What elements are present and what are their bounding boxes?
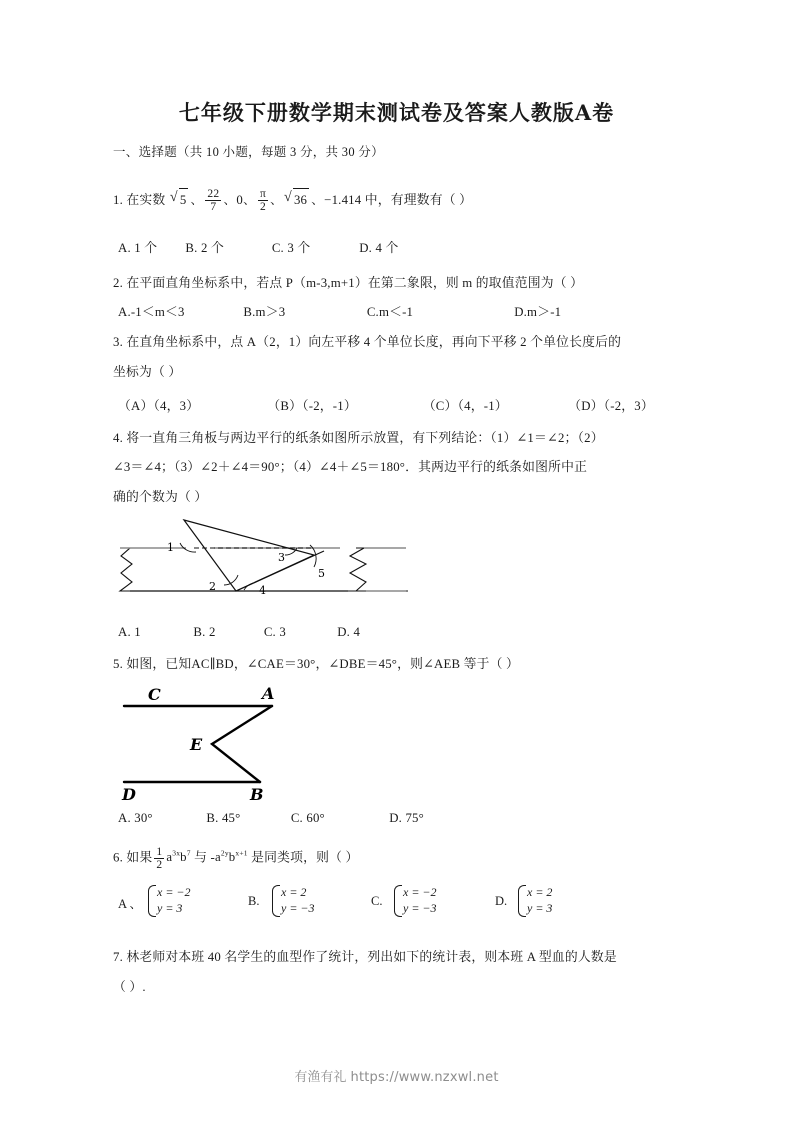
neg-1414: −1.414 <box>324 193 362 207</box>
sqrt-36: √ 36 <box>285 188 309 211</box>
question-7-stem-line1 <box>113 946 688 968</box>
q1-number: 1. <box>113 193 123 207</box>
question-3-options <box>118 395 654 414</box>
question-4-stem-line2 <box>113 456 688 478</box>
fraction-pi-2: $\frac{\pi}{2}$ <box>259 188 266 214</box>
figure-q5-svg <box>112 676 392 806</box>
q7-text-1: 林老师对本班 40 名学生的血型作了统计，列出如下的统计表，则本班 A 型血的人数是 <box>126 950 617 964</box>
angle-label-1: 1 <box>167 541 174 554</box>
system-d: x = 2 y = 3 <box>516 884 552 916</box>
fraction-22-7: $\frac{22}{7}$ <box>207 188 220 214</box>
q3-text-1: 在直角坐标系中，点 A（2，1）向左平移 4 个单位长度，再向下平移 2 个单位长度后的 <box>126 335 622 349</box>
system-b: x = 2 y = −3 <box>270 884 315 916</box>
q6-option-a[interactable] <box>146 884 191 916</box>
angle-label-2: 2 <box>209 580 216 593</box>
q6-option-b-label: B. <box>248 894 260 908</box>
footer-watermark <box>0 1066 793 1085</box>
q4-option-c[interactable]: C. 3 <box>263 625 286 639</box>
q3-text-2: 坐标为（ ） <box>113 365 182 379</box>
sep: 、 <box>269 193 283 207</box>
question-3-stem-line1 <box>113 331 688 353</box>
q6-option-d[interactable] <box>516 884 552 916</box>
q2-number: 2. <box>113 276 123 290</box>
question-4-stem-line3 <box>113 486 207 508</box>
q6-option-d-label: D. <box>495 894 508 908</box>
question-6-options <box>118 884 698 924</box>
q6-stem-post: 是同类项，则（ ） <box>251 850 359 865</box>
question-1-stem <box>113 188 472 213</box>
question-5-options <box>118 811 424 826</box>
sqrt-5: √ 5 <box>171 188 189 211</box>
q4-text-2: ∠3＝∠4；（3）∠2＋∠4＝90°；（4）∠4＋∠5＝180°．其两边平行的纸条如图所中正 <box>113 460 588 474</box>
q5-option-d[interactable]: D. 75° <box>389 811 424 825</box>
q6-term2: $a^{2y}b^{x+1}$ <box>214 849 248 865</box>
q5-option-b[interactable]: B. 45° <box>206 811 241 825</box>
question-5-stem <box>113 653 688 675</box>
angle-label-3: 3 <box>278 551 285 564</box>
sep: 、 <box>190 193 204 207</box>
question-2-stem <box>113 272 688 294</box>
point-label-e: E <box>190 735 203 754</box>
point-label-c: C <box>148 685 161 704</box>
q3-option-b[interactable]: （B）（-2，-1） <box>267 399 357 413</box>
system-a: x = −2 y = 3 <box>146 884 191 916</box>
q6-option-a-label: A 、 <box>118 897 142 911</box>
q4-text-3: 确的个数为（ ） <box>113 490 208 504</box>
q5-option-a[interactable]: A. 30° <box>118 811 153 825</box>
q2-option-a[interactable]: A.-1＜m＜3 <box>118 305 185 319</box>
point-label-b: B <box>250 785 264 804</box>
q6-option-c[interactable] <box>392 884 437 916</box>
zigzag-aeb <box>212 706 272 782</box>
sep: 、 <box>242 193 256 207</box>
q1-option-d[interactable]: D. 4 个 <box>359 241 399 255</box>
q6-term1: $a^{3x}b^7$ <box>166 849 191 865</box>
sep: 、 <box>223 193 237 207</box>
q5-text: 如图，已知AC∥BD，∠CAE＝30°，∠DBE＝45°，则∠AEB 等于（ ） <box>126 657 519 671</box>
q7-number: 7. <box>113 950 123 964</box>
question-4-stem-line1 <box>113 427 688 449</box>
fraction-one-half: $\frac{1}{2}$ <box>156 845 163 871</box>
q4-number: 4. <box>113 431 123 445</box>
q6-option-c-label: C. <box>371 894 383 908</box>
question-4-options <box>118 625 360 640</box>
point-label-a: A <box>262 684 275 703</box>
q7-text-2: （ ）. <box>113 980 146 994</box>
figure-q4-svg <box>118 515 408 620</box>
q5-number: 5. <box>113 657 123 671</box>
q2-option-d[interactable]: D.m＞-1 <box>514 305 562 319</box>
q2-option-c[interactable]: C.m＜-1 <box>366 305 414 319</box>
q6-number: 6. <box>113 850 123 865</box>
q4-option-a[interactable]: A. 1 <box>118 625 141 639</box>
q1-option-a[interactable]: A. 1 个 <box>118 241 158 255</box>
q6-stem-pre: 如果 <box>126 850 153 865</box>
parallel-strip-triangle-figure <box>118 515 408 620</box>
q1-option-b[interactable]: B. 2 个 <box>185 241 224 255</box>
question-1-options <box>118 237 398 256</box>
q1-stem-pre: 在实数 <box>126 193 166 207</box>
q5-option-c[interactable]: C. 60° <box>290 811 325 825</box>
system-c: x = −2 y = −3 <box>392 884 437 916</box>
question-2-options <box>118 301 561 320</box>
question-3-stem-line2 <box>113 361 181 383</box>
section-header: 一、选择题（共 10 小题，每题 3 分，共 30 分） <box>113 145 384 159</box>
question-7-stem-line2 <box>113 976 146 998</box>
page-title: 七年级下册数学期末测试卷及答案人教版A卷 <box>178 100 615 125</box>
point-label-d: D <box>122 785 136 804</box>
q4-option-d[interactable]: D. 4 <box>337 625 361 639</box>
q4-text-1: 将一直角三角板与两边平行的纸条如图所示放置，有下列结论：（1）∠1＝∠2；（2） <box>126 431 604 445</box>
zero-value: 0 <box>236 193 243 207</box>
q1-stem-post: 中，有理数有（ ） <box>364 193 473 207</box>
question-6-stem <box>113 843 359 871</box>
q2-option-b[interactable]: B.m＞3 <box>243 305 286 319</box>
q2-text: 在平面直角坐标系中，若点 P（m-3,m+1）在第二象限，则 m 的取值范围为（ ） <box>126 276 584 290</box>
angle-label-5: 5 <box>318 567 325 580</box>
footer-brand: 有渔有礼 <box>294 1070 347 1085</box>
q3-option-d[interactable]: （D）（-2，3） <box>568 399 654 413</box>
sep: 、 <box>311 193 325 207</box>
q3-option-c[interactable]: （C）（4，-1） <box>422 399 508 413</box>
q3-option-a[interactable]: （A）（4，3） <box>118 399 200 413</box>
q6-option-b[interactable] <box>270 884 315 916</box>
q4-option-b[interactable]: B. 2 <box>193 625 216 639</box>
q3-number: 3. <box>113 335 123 349</box>
angle-label-4: 4 <box>259 584 266 597</box>
parallel-lines-zigzag-figure <box>112 676 392 806</box>
q6-stem-mid: 与 - <box>194 850 215 865</box>
footer-url: https://www.nzxwl.net <box>350 1070 499 1085</box>
q1-option-c[interactable]: C. 3 个 <box>271 241 311 255</box>
